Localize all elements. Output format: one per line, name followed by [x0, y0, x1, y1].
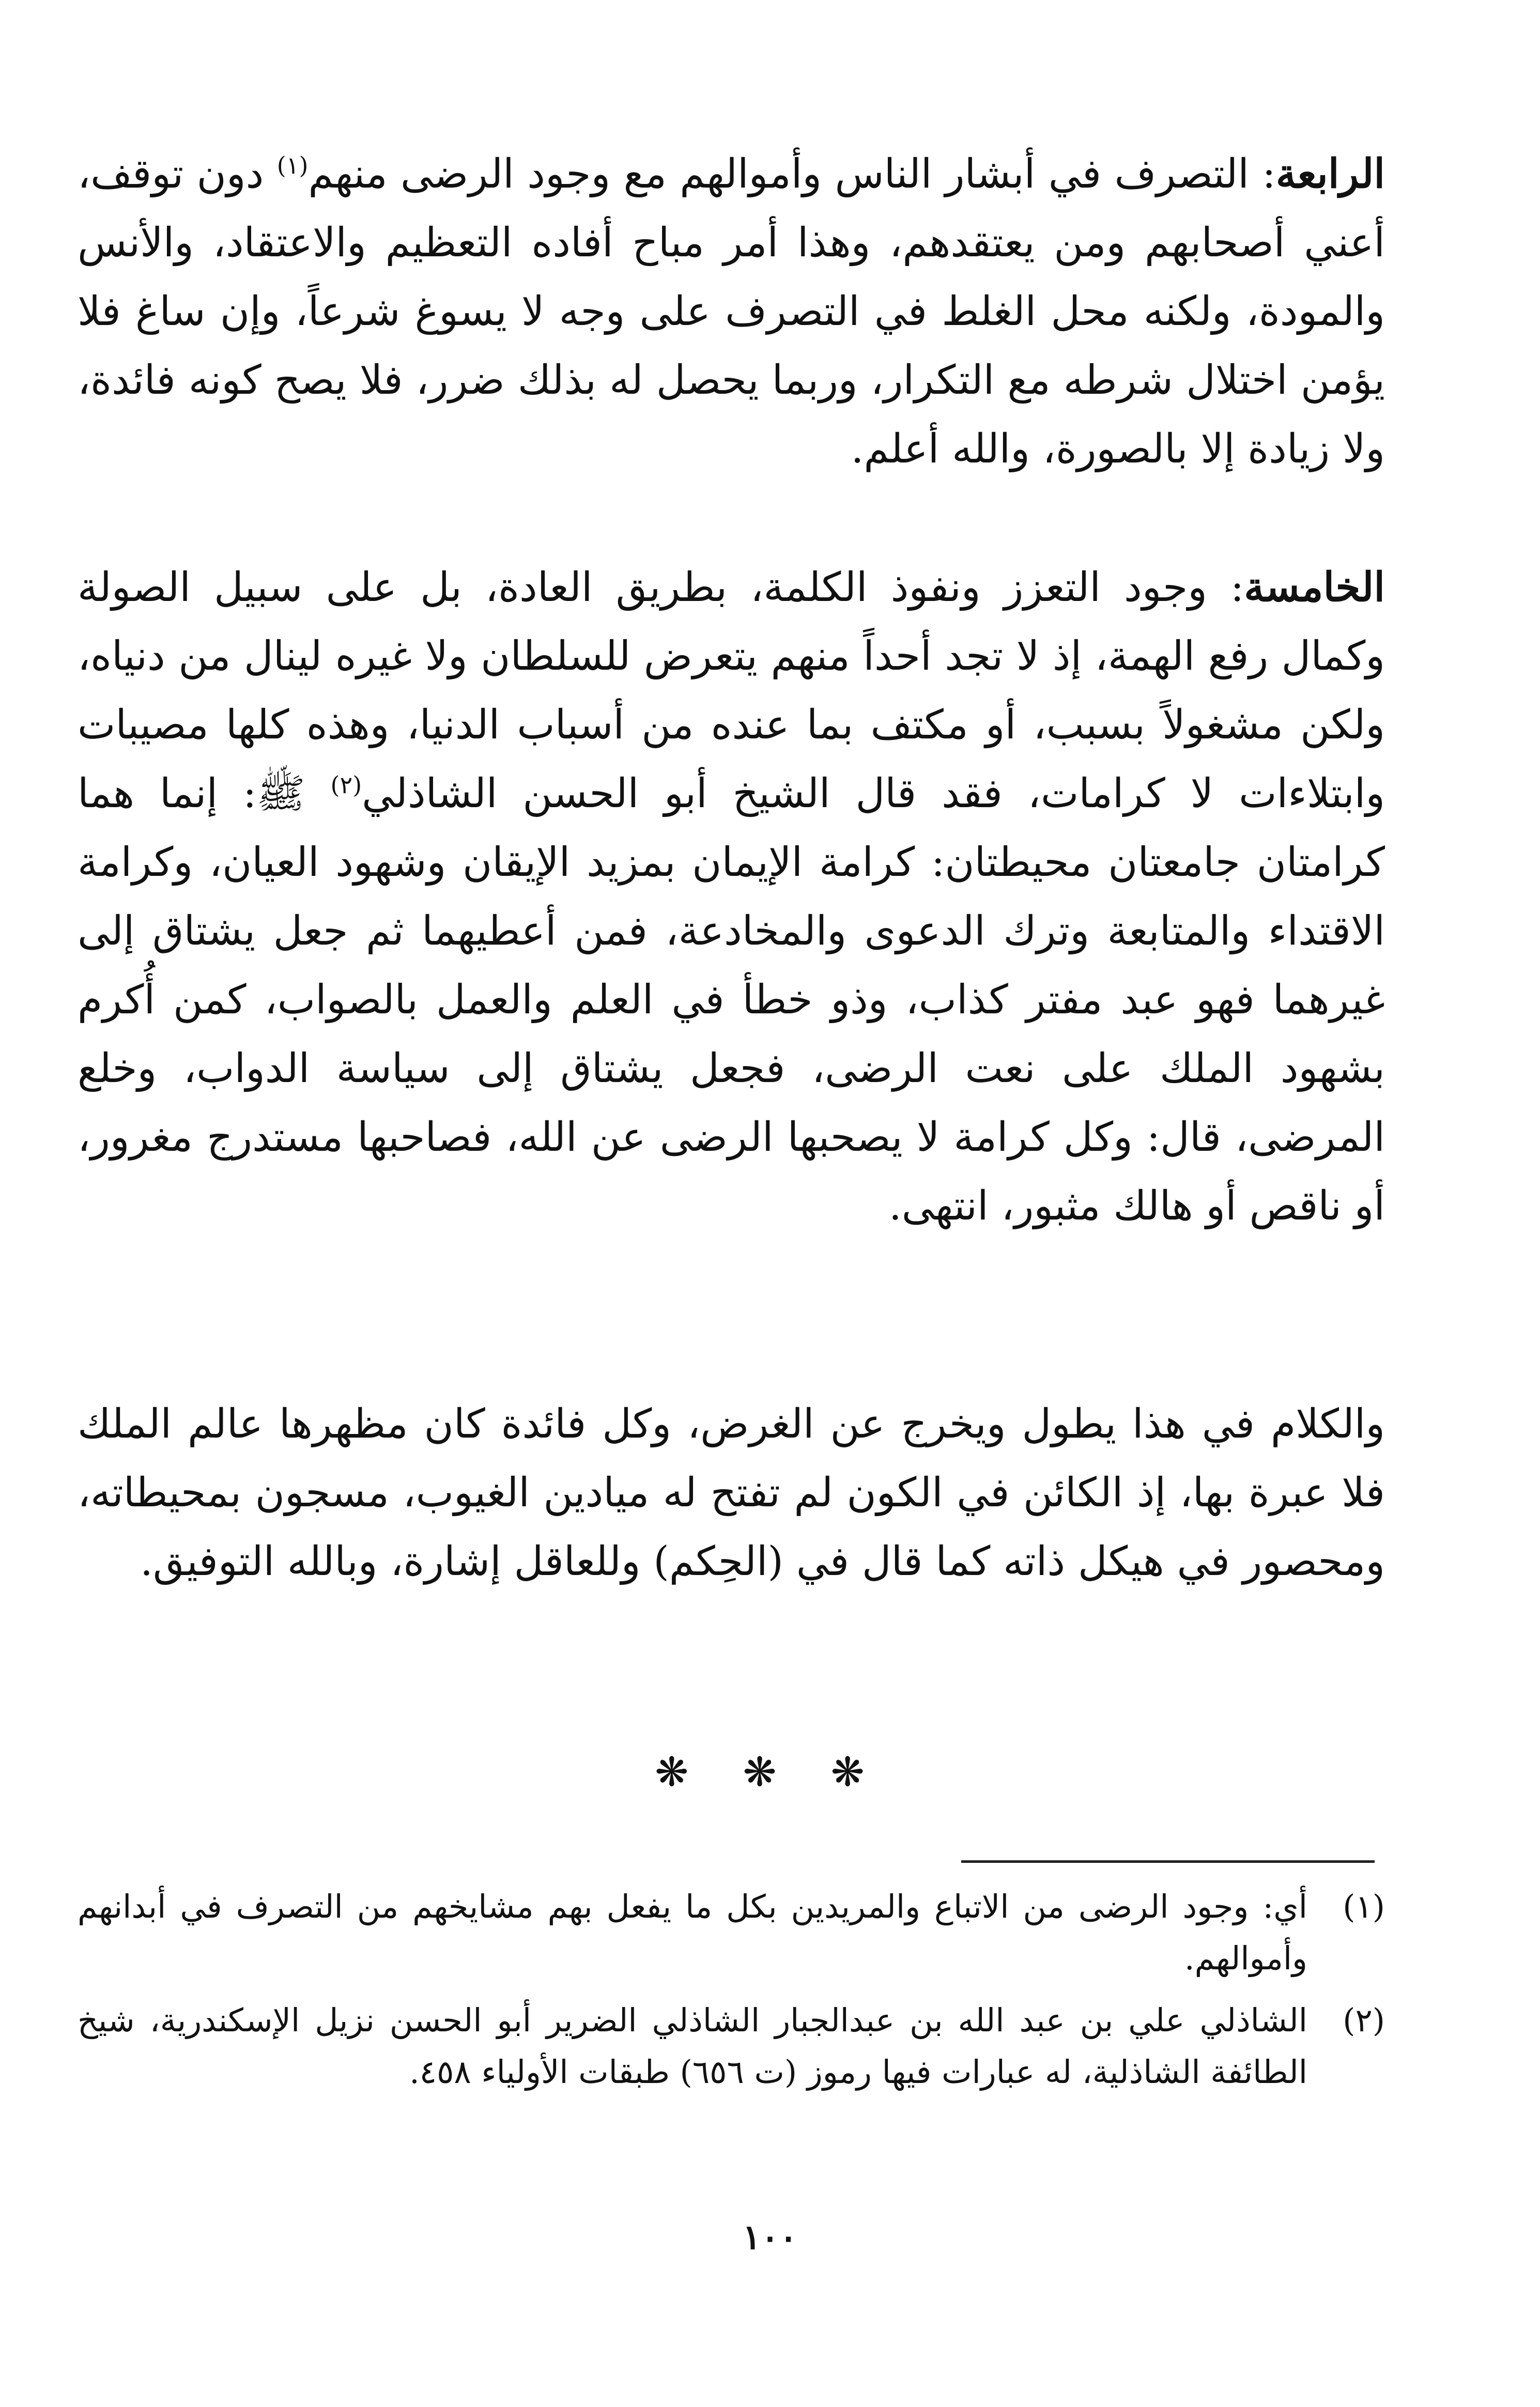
section-separator: ❋ ❋ ❋ — [655, 1749, 885, 1796]
paragraph-text-rest: ﷺ: إنما هما كرامتان جامعتان محيطتان: كرامة الإيمان بمزيد الإيقان وشهود العيان، وكرامة الاقتداء والمتابعة وترك الدعوى والمخادعة، فمن أعطيهما ثم جعل يشتاق إلى غيرهما فهو عبد مفتر كذاب، وذو خطأ في العلم والعمل بالصواب، كمن أُكرم بشهود الملك على نعت الرضى، فجعل يشتاق إلى سياسة الدواب، وخلع المرضى، قال: وكل كرامة لا يصحبها الرضى عن الله، فصاحبها مستدرج مغرور، أو ناقص أو هالك مثبور، انتهى. — [78, 770, 1385, 1229]
footnote-1 — [78, 1881, 1385, 1984]
paragraph-label: الخامسة — [1244, 564, 1385, 611]
footnote-ref[interactable]: (١) — [276, 151, 309, 179]
page-number: ١٠٠ — [742, 2217, 798, 2257]
footnote-2 — [78, 1995, 1385, 2098]
paragraph-text: والكلام في هذا يطول ويخرج عن الغرض، وكل فائدة كان مظهرها عالم الملك فلا عبرة بها، إذ الكائن في الكون لم تفتح له ميادين الغيوب، مسجون بمحيطاته، ومحصور في هيكل ذاته كما قال في (الحِكم) وللعاقل إشارة، وبالله التوفيق. — [78, 1401, 1385, 1585]
paragraph-label: الرابعة — [1275, 150, 1385, 197]
paragraph-text: : التصرف في أبشار الناس وأموالهم مع وجود الرضى منهم — [308, 151, 1276, 197]
footnotes — [78, 1881, 1385, 2108]
paragraph-fourth — [78, 140, 1385, 484]
footnote-text: الشاذلي علي بن عبد الله بن عبدالجبار الشاذلي الضرير أبو الحسن نزيل الإسكندرية، شيخ الطائفة الشاذلية، له عبارات فيها رموز (ت ٦٥٦) طبقات الأولياء ٤٥٨. — [78, 2001, 1307, 2091]
paragraph-fifth — [78, 553, 1385, 1241]
footnote-rule — [961, 1860, 1375, 1863]
footnote-number: (٢) — [1343, 2001, 1385, 2039]
paragraph-text: : وجود التعزز ونفوذ الكلمة، بطريق العادة، بل على سبيل الصولة وكمال رفع الهمة، إذ لا تجد أحداً منهم يتعرض للسلطان ولا غيره لينال من دنياه، ولكن مشغولاً بسبب، أو مكتف بما عنده من أسباب الدنيا، وهذه كلها مصيبات وابتلاءات لا كرامات، فقد قال الشيخ أبو الحسن الشاذلي — [78, 564, 1385, 817]
paragraph-text-rest: دون توقف، أعني أصحابهم ومن يعتقدهم، وهذا أمر مباح أفاده التعظيم والاعتقاد، والأنس والمودة، ولكنه محل الغلط في التصرف على وجه لا يسوغ شرعاً، وإن ساغ فلا يؤمن اختلال شرطه مع التكرار، وربما يحصل له بذلك ضرر، فلا يصح كونه فائدة، ولا زيادة إلا بالصورة، والله أعلم. — [78, 151, 1385, 472]
footnote-ref[interactable]: (٢) — [330, 771, 362, 799]
footnote-number: (١) — [1343, 1888, 1385, 1925]
footnote-text: أي: وجود الرضى من الاتباع والمريدين بكل ما يفعل بهم مشايخهم من التصرف في أبدانهم وأموالهم. — [78, 1888, 1307, 1977]
paragraph-conclusion — [78, 1390, 1385, 1596]
